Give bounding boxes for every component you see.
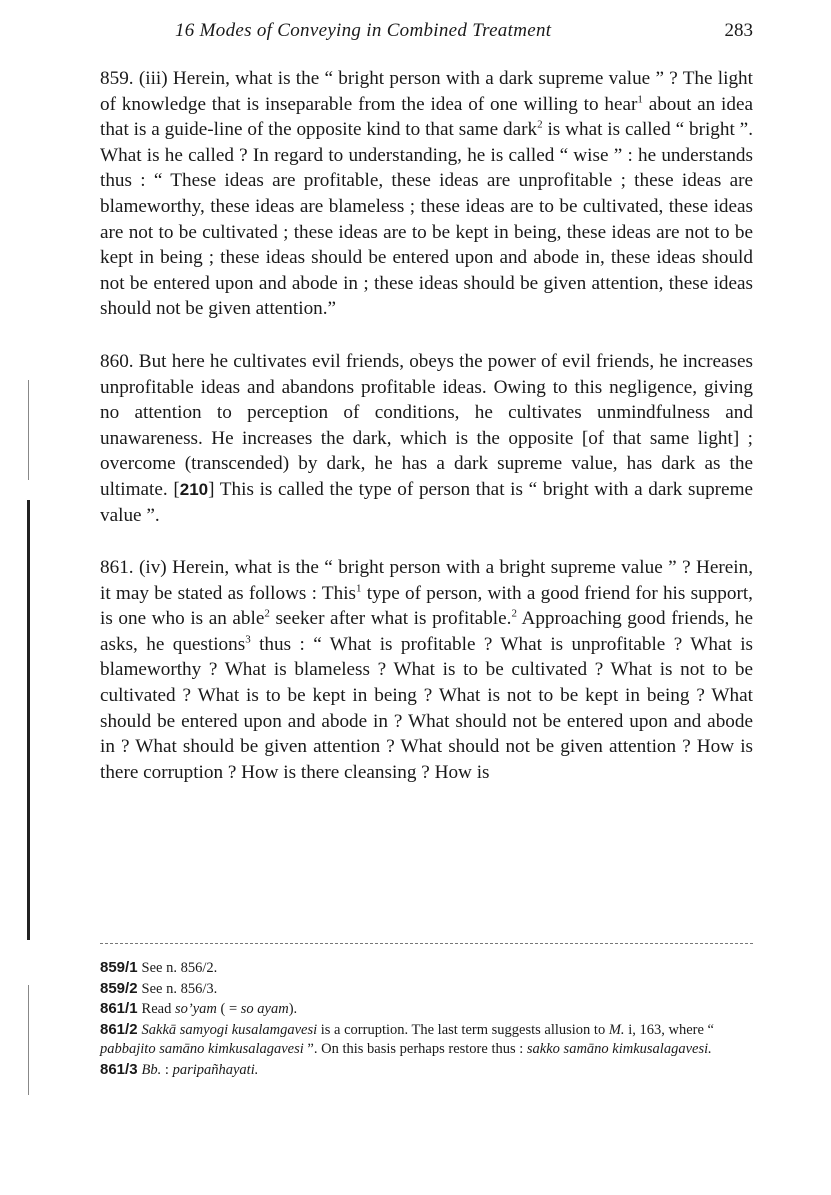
text-run: Approaching good friends, he asks, he questions (100, 608, 753, 655)
original-page-ref: 210 (179, 479, 209, 499)
page-header (100, 20, 753, 44)
text-run: ] This is called the type of person that is “ bright with a dark supreme value ”. (100, 478, 754, 526)
paragraph-860 (100, 349, 753, 528)
footnote (100, 999, 753, 1020)
scan-binding-edge (27, 500, 30, 940)
text-run: See n. 856/3. (141, 980, 218, 997)
italic-term: paripañhayati. (172, 1061, 259, 1078)
text-run: 861. (iv) Herein, what is the “ bright person with a bright supreme value ” ? Herein, it may be stated as follows : This (100, 557, 753, 604)
scan-binding-mark (28, 985, 29, 1095)
text-run: type of person, with a good friend for his support, is one who is an able (100, 582, 753, 630)
italic-term: M. (608, 1021, 625, 1038)
text-run: ). (288, 1001, 298, 1017)
footnote-label: 861/2 (100, 1020, 138, 1038)
paragraph-859 (100, 66, 753, 322)
footnote-divider (100, 943, 753, 944)
footnote-marker: 2 (537, 118, 543, 131)
text-run: See n. 856/2. (141, 960, 218, 976)
footnote (100, 1060, 753, 1081)
text-run: ”. On this basis perhaps restore thus : (303, 1041, 527, 1057)
footnote (100, 958, 753, 979)
footnote (100, 1020, 753, 1060)
footnote-label: 859/2 (100, 979, 138, 997)
italic-term: so’yam (174, 1001, 217, 1017)
text-run: 860. But here he cultivates evil friends, obeys the power of evil friends, he increases unprofitable ideas and abandons profitable ideas. Owing to this negligence, giving no attention to perception of conditions, he cultivates unmindfulness and unawareness. He increases the dark, which is the opposite [of that same light] ; overcome (transcended) by dark, he has a dark supreme value, has dark as the ultimate. [ (100, 350, 753, 500)
text-run: ( = (216, 1001, 241, 1017)
footnote-label: 859/1 (100, 959, 138, 976)
paragraph-861 (100, 555, 753, 785)
footnote-marker: 1 (637, 93, 643, 106)
italic-term: sakko samāno kimkusalagavesi. (526, 1041, 712, 1057)
text-run: Read (141, 1001, 175, 1017)
footnote-marker: 1 (356, 582, 362, 595)
text-run: 859. (iii) Herein, what is the “ bright person with a dark supreme value ” ? The light of knowledge that is inseparable from the idea of one willing to hear (100, 68, 753, 115)
italic-term: Sakkā samyogi kusalamgavesi (141, 1021, 318, 1038)
footnote-marker: 2 (264, 607, 270, 620)
text-run: is what is called “ bright ”. What is he called ? In regard to understanding, he is called “ wise ” : he understands thus : “ These ideas are profitable, these ideas are unprofitable ; these ideas are blameworthy, these ideas are blameless ; these ideas are to be cultivated, these ideas are not to be cultivated ; these ideas are to be kept in being, these ideas are not to be kept in being ; these ideas should be entered upon and abode in, these ideas should not be entered upon and abode in ; these ideas should be given attention, these ideas should not be given attention.” (100, 119, 753, 320)
footnote-label: 861/1 (100, 1000, 138, 1017)
footnote-marker: 3 (245, 633, 251, 646)
text-run: i, 163, where “ (624, 1021, 714, 1038)
page-number: 283 (724, 20, 753, 41)
italic-term: pabbajito samāno kimkusalagavesi (100, 1041, 304, 1057)
italic-term: so ayam (240, 1001, 289, 1017)
footnote (100, 979, 753, 1000)
text-run: seeker after what is profitable. (269, 608, 512, 630)
text-run: thus : “ What is profitable ? What is unprofitable ? What is blameworthy ? What is blameless ? What is to be cultivated ? What is not to be cultivated ? What is to be kept in being ? What is not to be kept in being ? What should be entered upon and abode in ? What should not be entered upon and abode in ? What should be given attention ? What should not be given attention ? How is there corruption ? How is there cleansing ? How is (100, 633, 753, 783)
footnotes (100, 958, 753, 1080)
main-text (100, 66, 753, 812)
running-head: 16 Modes of Conveying in Combined Treatment (175, 20, 552, 41)
scan-binding-mark (28, 380, 29, 480)
footnote-label: 861/3 (100, 1060, 138, 1078)
text-run: : (161, 1061, 173, 1078)
footnote-marker: 2 (511, 607, 517, 620)
text-run: about an idea that is a guide-line of the opposite kind to that same dark (100, 93, 753, 141)
italic-term: Bb. (141, 1061, 162, 1078)
text-run: is a corruption. The last term suggests allusion to (317, 1021, 609, 1038)
